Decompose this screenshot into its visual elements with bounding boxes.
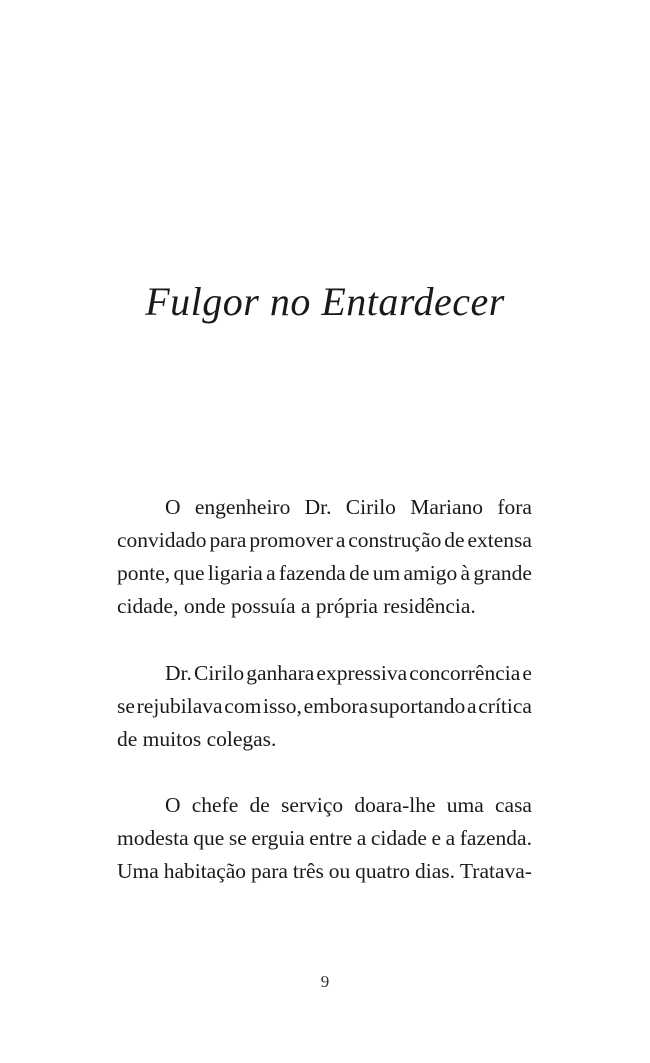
- word: um: [372, 561, 401, 585]
- word: cidade: [370, 826, 427, 850]
- word: que: [193, 826, 225, 850]
- paragraph-3: [117, 789, 532, 888]
- text-line: [117, 657, 532, 690]
- word: O: [165, 495, 181, 519]
- word: concorrência: [409, 661, 521, 685]
- word: ou: [328, 859, 351, 883]
- word: engenheiro: [194, 495, 291, 519]
- word: uma: [446, 793, 484, 817]
- word: construção: [348, 528, 442, 552]
- word: três: [292, 859, 324, 883]
- word: de: [444, 528, 465, 552]
- page-number: 9: [320, 972, 330, 991]
- word: chefe: [191, 793, 239, 817]
- word: quatro: [355, 859, 411, 883]
- word: à: [460, 561, 471, 585]
- word: promover: [249, 528, 333, 552]
- text-line: [117, 557, 532, 590]
- text-line: [117, 822, 532, 855]
- word: e: [431, 826, 442, 850]
- text-line: [117, 855, 532, 888]
- word: Cirilo: [193, 661, 245, 685]
- word: crítica: [478, 694, 532, 718]
- word: dias.: [415, 859, 456, 883]
- word: de: [349, 561, 370, 585]
- word: a: [467, 694, 477, 718]
- word: ganhara: [246, 661, 315, 685]
- word: se: [117, 694, 135, 718]
- word: doara-lhe: [354, 793, 436, 817]
- word: Dr.: [165, 661, 192, 685]
- word: ligaria: [207, 561, 263, 585]
- word: convidado: [117, 528, 207, 552]
- line-text: de muitos colegas.: [117, 727, 277, 751]
- paragraph-2: [117, 657, 532, 756]
- word: modesta: [117, 826, 189, 850]
- word: Uma: [117, 859, 159, 883]
- text-line: [117, 491, 532, 524]
- word: casa: [494, 793, 532, 817]
- word: que: [173, 561, 205, 585]
- word: fazenda.: [459, 826, 532, 850]
- word: suportando: [369, 694, 466, 718]
- text-line: [117, 590, 532, 623]
- word: a: [356, 826, 367, 850]
- word: ponte,: [117, 561, 171, 585]
- text-line: [117, 723, 532, 756]
- text-line: [117, 690, 532, 723]
- word: com: [224, 694, 262, 718]
- word: se: [228, 826, 247, 850]
- word: e: [522, 661, 532, 685]
- word: a: [266, 561, 276, 585]
- word: Cirilo: [345, 495, 396, 519]
- text-line: [117, 789, 532, 822]
- word: Dr.: [304, 495, 332, 519]
- word: amigo: [403, 561, 458, 585]
- line-text: cidade, onde possuía a própria residência.: [117, 594, 476, 618]
- paragraph-1: [117, 491, 532, 623]
- word: expressiva: [316, 661, 408, 685]
- word: O: [165, 793, 181, 817]
- word: embora: [303, 694, 369, 718]
- word: fora: [497, 495, 532, 519]
- word: isso,: [263, 694, 302, 718]
- word: a: [445, 826, 456, 850]
- word: erguia: [251, 826, 305, 850]
- word: Mariano: [410, 495, 484, 519]
- word: grande: [473, 561, 532, 585]
- word: para: [209, 528, 247, 552]
- chapter-title: Fulgor no Entardecer: [145, 279, 505, 324]
- word: habitação: [163, 859, 247, 883]
- word: de: [249, 793, 270, 817]
- text-line: [117, 524, 532, 557]
- word: entre: [309, 826, 353, 850]
- word: serviço: [281, 793, 344, 817]
- word: Tratava-: [459, 859, 532, 883]
- word: fazenda: [278, 561, 346, 585]
- word: rejubilava: [136, 694, 223, 718]
- word: para: [250, 859, 288, 883]
- word: a: [335, 528, 346, 552]
- word: extensa: [467, 528, 532, 552]
